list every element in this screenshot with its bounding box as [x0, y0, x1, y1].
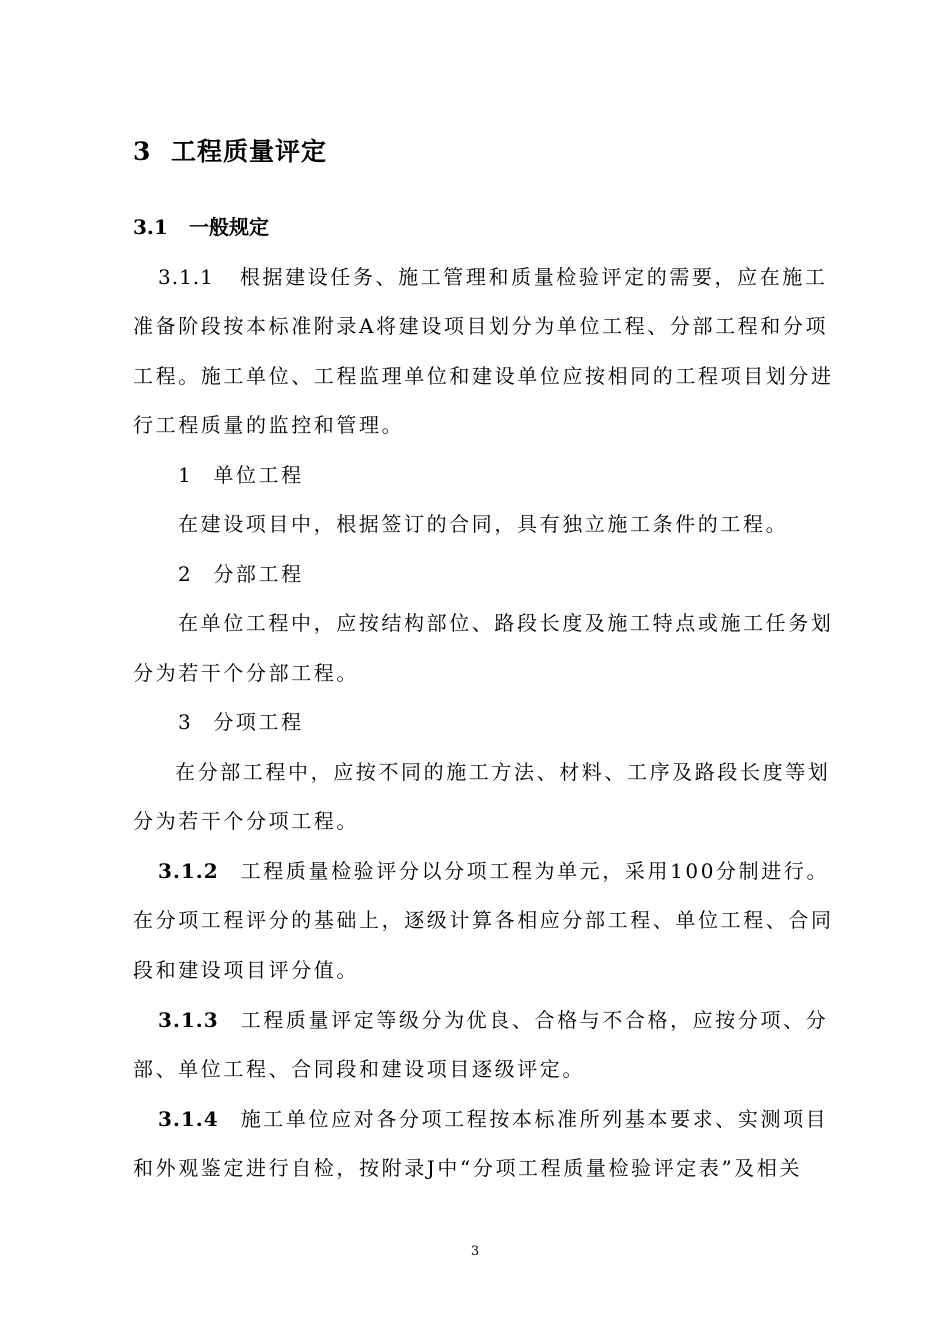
clause-number: 3.1.3 [158, 1008, 219, 1032]
item-3-heading [178, 710, 304, 734]
clause-3-1-4-line-2: 和外观鉴定进行自检，按附录J中“分项工程质量检验评定表”及相关 [133, 1156, 803, 1180]
clause-text: 工程质量检验评分以分项工程为单元，采用100分制进行。 [240, 859, 830, 883]
section-number: 3.1 [133, 215, 168, 239]
item-number: 1 [178, 463, 194, 487]
chapter-title: 工程质量评定 [171, 137, 328, 166]
item-title: 分项工程 [213, 710, 304, 734]
chapter-heading [133, 132, 327, 168]
clause-3-1-2-line-1 [158, 859, 829, 883]
clause-number: 3.1.2 [158, 859, 219, 883]
clause-text: 根据建设任务、施工管理和质量检验评定的需要，应在施工 [239, 265, 828, 289]
clause-3-1-4-line-1 [158, 1107, 828, 1131]
clause-number: 3.1.4 [158, 1107, 219, 1131]
item-title: 单位工程 [213, 463, 304, 487]
clause-3-1-1-line-2: 准备阶段按本标准附录A将建设项目划分为单位工程、分部工程和分项 [133, 314, 829, 338]
section-heading [133, 211, 269, 240]
item-2-line-1: 在单位工程中，应按结构部位、路段长度及施工特点或施工任务划 [178, 611, 834, 635]
clause-3-1-3-line-2: 部、单位工程、合同段和建设项目逐级评定。 [133, 1057, 585, 1081]
item-3-line-2: 分为若干个分项工程。 [133, 809, 359, 833]
chapter-number: 3 [133, 137, 152, 166]
item-1-heading [178, 463, 304, 487]
clause-3-1-3-line-1 [158, 1008, 828, 1032]
item-number: 2 [178, 562, 194, 586]
clause-3-1-1-line-3: 工程。施工单位、工程监理单位和建设单位应按相同的工程项目划分进 [133, 364, 834, 388]
item-title: 分部工程 [213, 562, 304, 586]
page-number: 3 [470, 1244, 480, 1259]
section-title: 一般规定 [189, 215, 269, 239]
clause-3-1-2-line-2: 在分项工程评分的基础上，逐级计算各相应分部工程、单位工程、合同 [133, 908, 834, 932]
item-2-heading [178, 562, 304, 586]
clause-3-1-1-line-1 [158, 265, 828, 289]
clause-text: 工程质量评定等级分为优良、合格与不合格，应按分项、分 [240, 1008, 829, 1032]
clause-3-1-1-line-4: 行工程质量的监控和管理。 [133, 413, 405, 437]
clause-number: 3.1.1 [158, 265, 214, 289]
item-number: 3 [178, 710, 194, 734]
item-2-line-2: 分为若干个分部工程。 [133, 661, 359, 685]
clause-text: 施工单位应对各分项工程按本标准所列基本要求、实测项目 [240, 1107, 829, 1131]
item-3-line-1: 在分部工程中，应按不同的施工方法、材料、工序及路段长度等划 [175, 760, 831, 784]
clause-3-1-2-line-3: 段和建设项目评分值。 [133, 958, 359, 982]
item-1-text: 在建设项目中，根据签订的合同，具有独立施工条件的工程。 [178, 512, 789, 536]
